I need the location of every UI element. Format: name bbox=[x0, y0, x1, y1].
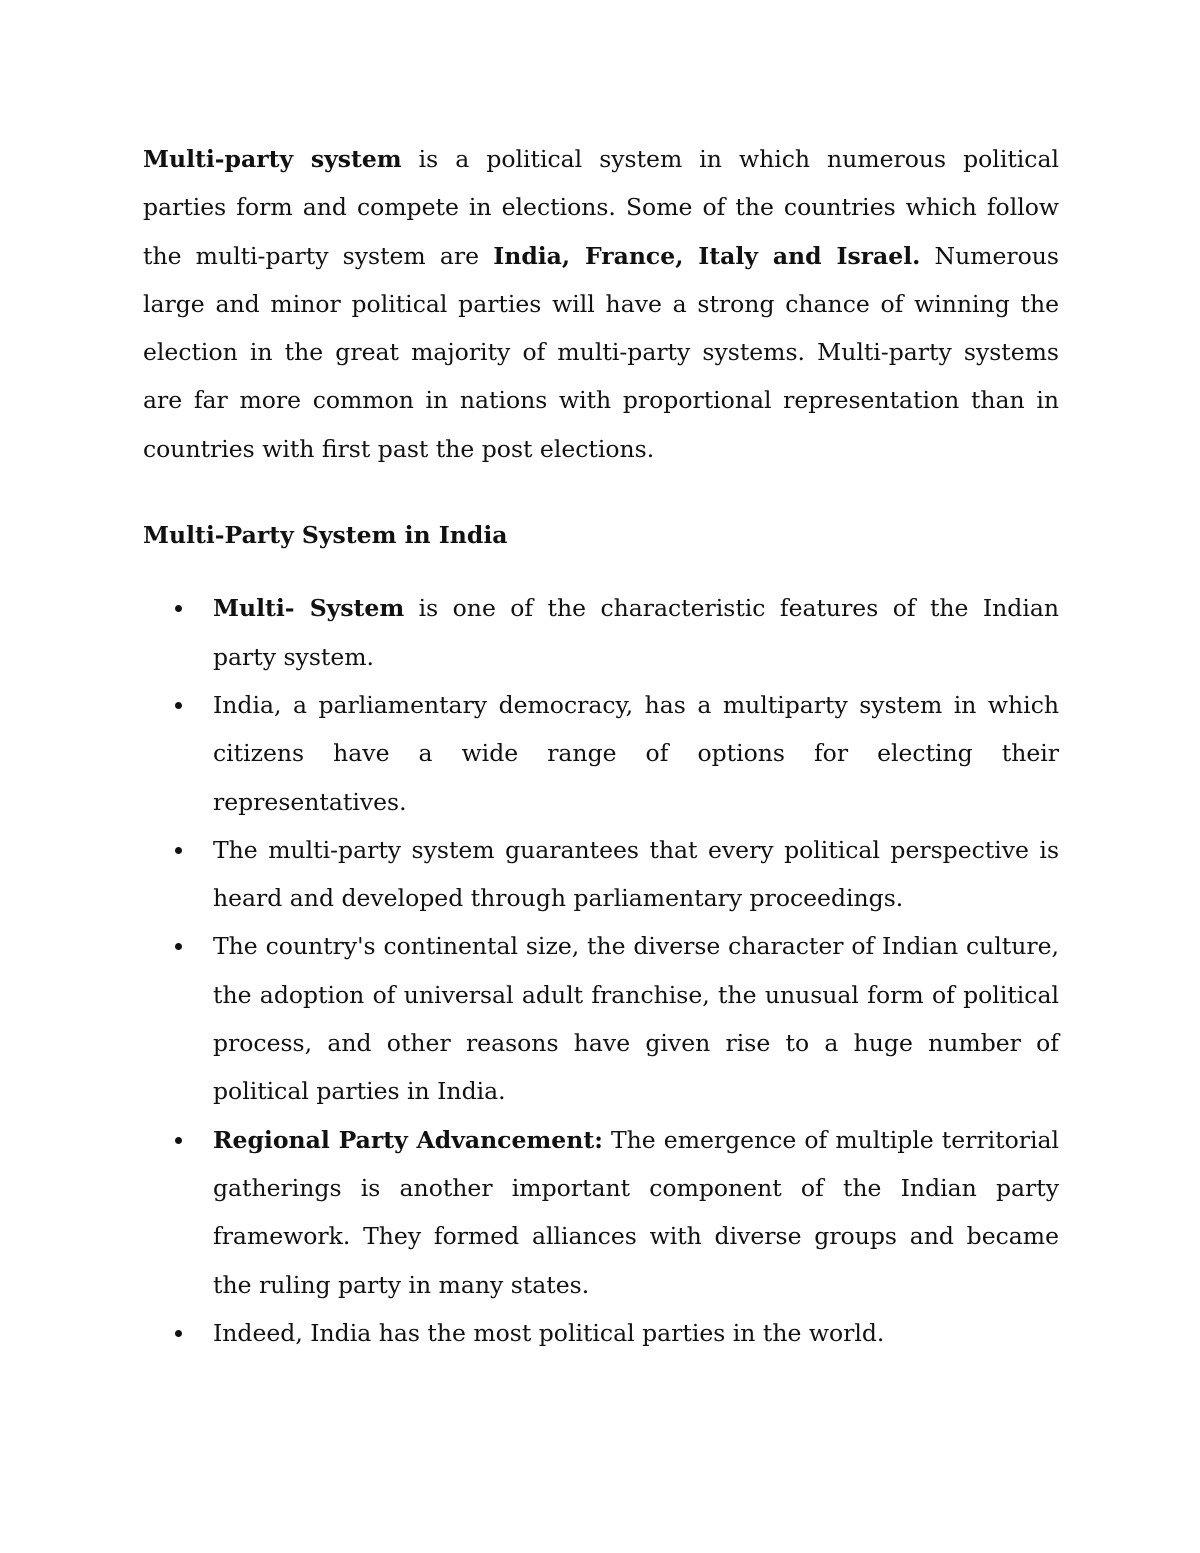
intro-term: Multi-party system bbox=[143, 145, 402, 173]
intro-countries: India, France, Italy and Israel. bbox=[493, 241, 921, 270]
list-item-text: Indeed, India has the most political parties in the world. bbox=[213, 1318, 885, 1347]
list-item bbox=[143, 826, 1059, 923]
intro-paragraph bbox=[143, 135, 1059, 473]
list-item-text: The multi-party system guarantees that every political perspective is heard and developed through parliamentary proceedings. bbox=[213, 835, 1059, 913]
intro-text-1: is a political system in which numerous political parties form and compete in elections. Some of the countries which follow the multi-party system are bbox=[143, 145, 1059, 270]
bullet-icon bbox=[175, 1137, 182, 1144]
document-page bbox=[143, 135, 1059, 1357]
bullet-icon bbox=[175, 605, 182, 612]
list-item bbox=[143, 1116, 1059, 1309]
list-item bbox=[143, 1309, 1059, 1357]
list-item-text: is one of the characteristic features of the Indian party system. bbox=[213, 594, 1059, 671]
list-item bbox=[143, 922, 1059, 1115]
list-item-text: India, a parliamentary democracy, has a multiparty system in which citizens have a wide range of options for electing their representatives. bbox=[213, 690, 1059, 816]
list-item bbox=[143, 681, 1059, 826]
bullet-icon bbox=[175, 943, 182, 950]
list-item-bold: Regional Party Advancement: bbox=[213, 1125, 603, 1154]
bullet-icon bbox=[175, 1330, 182, 1337]
bullet-icon bbox=[175, 847, 182, 854]
list-item-text: The country's continental size, the diverse character of Indian culture, the adoption of universal adult franchise, the unusual form of political process, and other reasons have given rise to a huge number of political parties in India. bbox=[213, 932, 1059, 1106]
list-item-bold: Multi- System bbox=[213, 594, 405, 623]
list-item-text: The emergence of multiple territorial gatherings is another important component of the Indian party framework. They formed alliances with diverse groups and became the ruling party in many states. bbox=[213, 1125, 1059, 1299]
section-heading: Multi-Party System in India bbox=[143, 521, 508, 550]
bullet-icon bbox=[175, 702, 182, 709]
intro-text-2: Numerous large and minor political parties will have a strong chance of winning the election in the great majority of multi-party systems. Multi-party systems are far more common in nations with proportional representation than in countries with first past the post elections. bbox=[143, 241, 1059, 463]
bullet-list bbox=[143, 584, 1059, 1357]
list-item bbox=[143, 584, 1059, 681]
